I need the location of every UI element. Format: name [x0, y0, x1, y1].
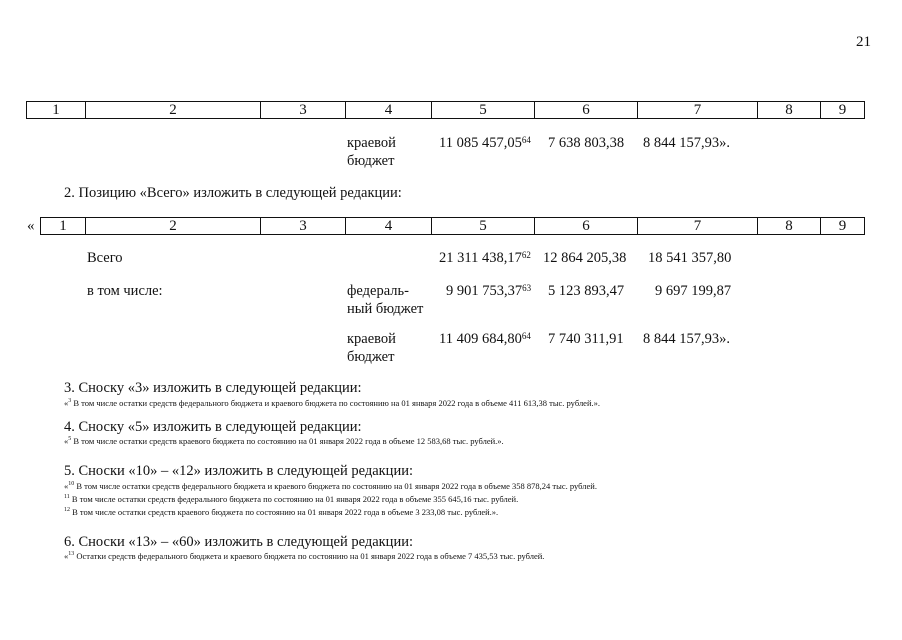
- header-cell: 8: [758, 218, 821, 234]
- amount-col7: 18 541 357,80: [648, 250, 732, 266]
- header-cell: 2: [86, 102, 261, 118]
- amount-col6: 12 864 205,38: [543, 250, 627, 266]
- amount-col5: 11 085 457,05$^{64}$: [439, 135, 531, 151]
- header-cell: 9: [838, 218, 847, 234]
- header-cell: 8: [758, 102, 821, 118]
- amount-col5: 9 901 753,37$^{63}$: [446, 283, 532, 299]
- footnote-text: «$^{10}$ В том числе остатки средств федерального бюджета и краевого бюджета по состоянию на 01 января 2022 года в объеме 358 878,24 тыс. рублей.: [64, 481, 597, 491]
- amount-col6: 5 123 893,47: [548, 283, 625, 299]
- header-cell: 4: [346, 218, 432, 234]
- header-cell: 1: [27, 102, 86, 118]
- row-label-total: Всего: [87, 250, 123, 266]
- header-cell: 3: [261, 218, 346, 234]
- header-cell: 9: [838, 102, 847, 118]
- amount-col7: 8 844 157,93».: [643, 135, 730, 151]
- budget-label: федераль-ный бюджет: [347, 283, 424, 317]
- footnote-text: $^{11}$ В том числе остатки средств федерального бюджета по состоянию на 01 января 2022 года в объеме 355 645,16 тыс. рублей.: [64, 494, 519, 504]
- header-cell: 5: [432, 218, 535, 234]
- table-header-row: [40, 217, 865, 235]
- item-3-heading: 3. Сноску «3» изложить в следующей редакции:: [64, 380, 362, 396]
- footnote-text: «$^{13}$ Остатки средств федерального бюджета и краевого бюджета по состоянию на 01 января 2022 года в объеме 7 435,53 тыс. рублей.: [64, 551, 545, 561]
- header-cell: 5: [432, 102, 535, 118]
- header-cell: 7: [638, 102, 758, 118]
- item-5-heading: 5. Сноски «10» – «12» изложить в следующей редакции:: [64, 463, 413, 479]
- opening-quote: «: [27, 218, 35, 234]
- amount-col5: 21 311 438,17$^{62}$: [439, 250, 531, 266]
- amount-col6: 7 740 311,91: [548, 331, 624, 347]
- header-cell: 7: [638, 218, 758, 234]
- footnote-ref: 62: [521, 250, 531, 260]
- amount-col7: 9 697 199,87: [655, 283, 732, 299]
- header-cell: 4: [346, 102, 432, 118]
- amount-col6: 7 638 803,38: [548, 135, 625, 151]
- table-header-row: [26, 101, 865, 119]
- item-2-heading: 2. Позицию «Всего» изложить в следующей редакции:: [64, 185, 402, 201]
- header-cell: 2: [86, 218, 261, 234]
- header-cell: 6: [535, 218, 638, 234]
- header-cell: 6: [535, 102, 638, 118]
- budget-label: краевой бюджет: [347, 135, 396, 169]
- row-label-including: в том числе:: [87, 283, 163, 299]
- item-6-heading: 6. Сноски «13» – «60» изложить в следующей редакции:: [64, 534, 413, 550]
- footnote-ref: 64: [521, 135, 531, 145]
- footnote-text: «$^3$ В том числе остатки средств федерального бюджета и краевого бюджета по состоянию на 01 января 2022 года в объеме 411 613,38 тыс. рублей.».: [64, 398, 601, 408]
- page-number: 21: [856, 34, 871, 50]
- budget-label: краевой бюджет: [347, 331, 396, 365]
- amount-col7: 8 844 157,93».: [643, 331, 730, 347]
- header-cell: 1: [41, 218, 86, 234]
- amount-col5: 11 409 684,80$^{64}$: [439, 331, 531, 347]
- footnote-text: $^{12}$ В том числе остатки средств краевого бюджета по состоянию на 01 января 2022 года в объеме 3 233,08 тыс. рублей.».: [64, 507, 499, 517]
- footnote-ref: 63: [522, 283, 532, 293]
- item-4-heading: 4. Сноску «5» изложить в следующей редакции:: [64, 419, 362, 435]
- footnote-text: «$^5$ В том числе остатки средств краевого бюджета по состоянию на 01 января 2022 года в объеме 12 583,68 тыс. рублей.».: [64, 436, 504, 446]
- footnote-ref: 64: [521, 331, 531, 341]
- header-cell: 3: [261, 102, 346, 118]
